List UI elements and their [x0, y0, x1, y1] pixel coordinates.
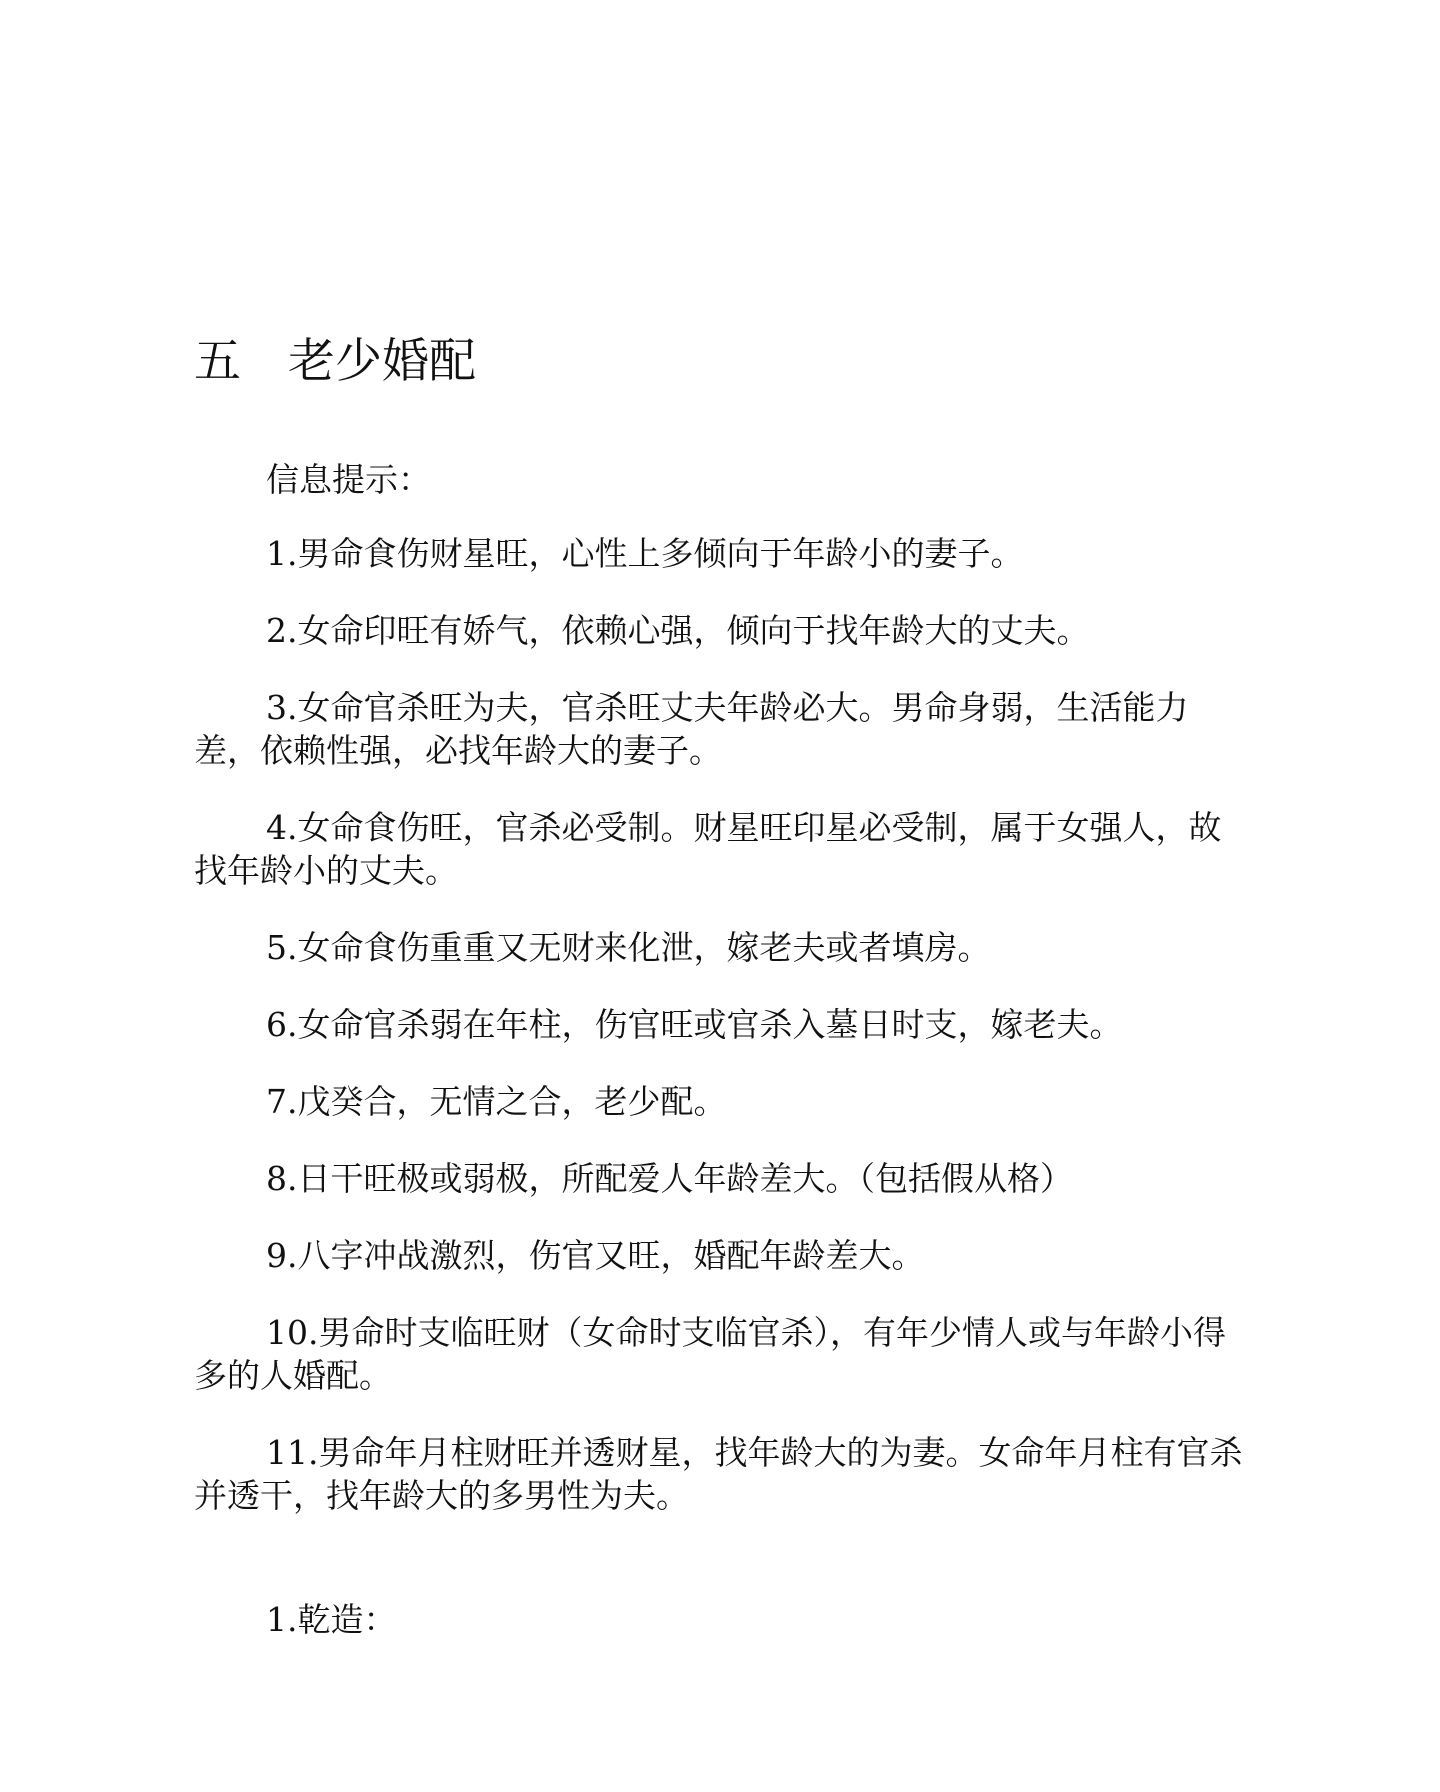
list-item: 2.女命印旺有娇气，依赖心强，倾向于找年龄大的丈夫。: [266, 611, 1090, 650]
list-item: 4.女命食伤旺，官杀必受制。财星旺印星必受制，属于女强人，故找年龄小的丈夫。: [194, 808, 1222, 890]
list-item: 11.男命年月柱财旺并透财星，找年龄大的为妻。女命年月柱有官杀并透干，找年龄大的多男性为夫。: [194, 1433, 1243, 1515]
list-item: 3.女命官杀旺为夫，官杀旺丈夫年龄必大。男命身弱，生活能力差，依赖性强，必找年龄大的妻子。: [194, 688, 1189, 770]
list-item: 8.日干旺极或弱极，所配爱人年龄差大。（包括假从格）: [266, 1159, 1073, 1198]
list-item: 6.女命官杀弱在年柱，伤官旺或官杀入墓日时支，嫁老夫。: [266, 1005, 1123, 1044]
info-list: [194, 532, 1254, 1551]
list-item: 9.八字冲战激烈，伤官又旺，婚配年龄差大。: [266, 1236, 925, 1275]
example-label: 1.乾造：: [266, 1600, 397, 1639]
list-item: 1.男命食伤财星旺，心性上多倾向于年龄小的妻子。: [266, 534, 1024, 573]
list-item: 7.戊癸合，无情之合，老少配。: [266, 1082, 727, 1121]
list-item: 10.男命时支临旺财（女命时支临官杀），有年少情人或与年龄小得多的人婚配。: [194, 1313, 1226, 1395]
info-label: 信息提示：: [266, 460, 431, 499]
list-item: 5.女命食伤重重又无财来化泄，嫁老夫或者填房。: [266, 928, 991, 967]
section-title: 五 老少婚配: [194, 334, 476, 389]
